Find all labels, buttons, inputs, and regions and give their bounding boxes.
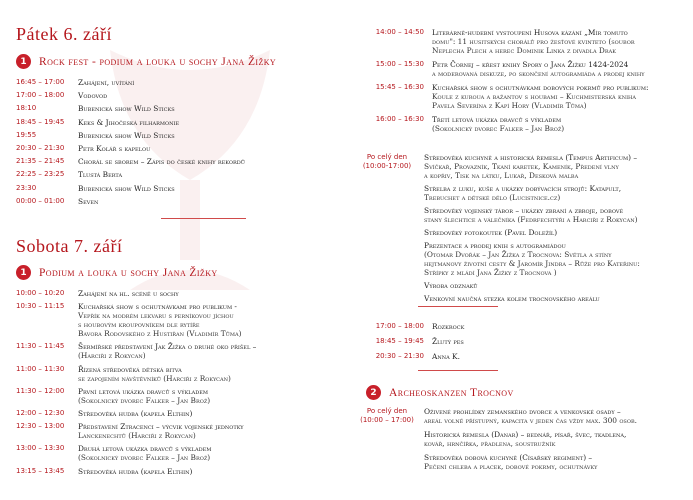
row-description xyxy=(78,104,338,113)
schedule-row xyxy=(16,144,338,153)
row-title: Keks & Jihočeská filharmonie xyxy=(78,117,180,127)
schedule-row xyxy=(360,352,693,361)
row-time xyxy=(360,153,424,180)
row-title: Literárně-hudební vystoupení Husova kázání „Mír tomuto xyxy=(432,28,628,37)
allday2-time-range: (10:00 – 17:00) xyxy=(360,416,414,424)
row-detail: Vepřík na modrém lekvaru s perníkovou jíchou xyxy=(78,311,234,321)
row-time: 18:45 – 19:45 xyxy=(16,117,65,126)
section-title: Podium a louka u sochy Jana Žižky xyxy=(39,266,218,279)
row-title: Středověký vojenský tábor – ukázky zbraní a zbroje, dobové xyxy=(424,206,624,215)
row-description xyxy=(432,60,693,78)
row-detail: Pečení chleba a placek, dobové pokrmy, ochutnávky xyxy=(424,462,598,471)
row-time xyxy=(360,407,424,425)
day-title-friday: Pátek 6. září xyxy=(16,24,112,44)
row-description xyxy=(78,444,338,462)
schedule-row xyxy=(360,28,693,55)
row-title: Druhá letová ukázka dravců s výkladem xyxy=(78,444,212,454)
row-description xyxy=(424,228,686,237)
row-time: 10:00 – 10:20 xyxy=(16,289,65,297)
row-title: Třetí letová ukázka dravců s výkladem xyxy=(432,115,562,124)
row-time: 11:30 – 11:45 xyxy=(16,342,65,351)
allday-time-range: (10:00-17:00) xyxy=(362,162,412,170)
row-time: 17:00 – 18:00 xyxy=(16,91,65,100)
row-description xyxy=(424,206,686,224)
schedule-row xyxy=(360,206,686,224)
divider xyxy=(161,218,246,219)
row-description xyxy=(432,337,693,346)
row-time: 23:30 xyxy=(16,183,37,192)
row-description xyxy=(78,365,338,383)
row-detail: (Sokolnický dvorec Falker – Jan Brož) xyxy=(78,453,211,463)
schedule-row xyxy=(360,241,686,277)
row-description xyxy=(78,409,338,418)
schedule-row xyxy=(360,83,693,110)
schedule-row xyxy=(360,430,686,448)
schedule-row xyxy=(16,467,338,476)
row-description xyxy=(432,322,693,331)
row-description xyxy=(424,294,686,303)
schedule-row xyxy=(16,365,338,383)
schedule-row xyxy=(360,453,686,471)
schedule-row xyxy=(360,294,686,303)
row-detail: Bavora Rodovského z Hustiřan (Vladimír Tůma) xyxy=(78,329,242,339)
row-detail: s houbovým kroupovníkem dle rytíře xyxy=(78,320,200,330)
schedule-row xyxy=(360,60,693,78)
schedule-row xyxy=(360,153,686,180)
row-title: Vodovod xyxy=(78,91,108,101)
row-time: 20:30 – 21:30 xyxy=(16,144,65,152)
row-time: 15:00 – 15:30 xyxy=(375,60,424,68)
row-time: 16:45 – 17:00 xyxy=(16,78,65,86)
row-title: Zahájení na hl. scéně u sochy xyxy=(78,289,179,298)
row-title: První letová ukázka dravců s výkladem xyxy=(78,386,209,396)
row-title: Seven xyxy=(78,196,99,206)
row-title: Rozkrock xyxy=(432,322,465,331)
schedule-row xyxy=(16,444,338,462)
row-title: Bubenická show Wild Sticks xyxy=(78,104,175,114)
row-description xyxy=(78,131,338,140)
schedule-row xyxy=(16,184,338,193)
row-title: Kuchařská show s ochutnávkami pro publikum - xyxy=(78,302,237,312)
row-detail: (Sokolnický dvorec Falker – Jan Brož) xyxy=(78,395,211,405)
row-time: 00:00 – 01:00 xyxy=(16,196,65,205)
row-time: 17:00 – 18:00 xyxy=(375,322,424,330)
row-description xyxy=(78,197,338,206)
row-title: Představení Ztracenci – výcvik vojenské jednotky xyxy=(78,422,244,432)
row-title: Středověká hudba (kapela Elthin) xyxy=(78,409,193,418)
row-description xyxy=(78,302,338,338)
schedule-row xyxy=(16,409,338,418)
row-description xyxy=(78,422,338,440)
schedule-row xyxy=(16,131,338,140)
divider xyxy=(418,370,498,371)
row-description xyxy=(78,184,338,193)
row-description xyxy=(78,342,338,360)
row-title: Zahájení, uvítání xyxy=(78,78,135,87)
schedule-row xyxy=(16,289,338,298)
schedule-row xyxy=(360,407,686,425)
row-description xyxy=(78,118,338,127)
row-detail: Lanckenechtů (Harciři z Rokycan) xyxy=(78,431,196,441)
row-description xyxy=(424,153,686,180)
row-time: 19:55 xyxy=(16,130,37,139)
section-title: Rock fest - podium a louka u sochy Jana Žižky xyxy=(39,55,277,68)
row-time: 15:45 – 16:30 xyxy=(375,83,424,91)
row-description xyxy=(78,157,338,166)
row-title: Bubenická show Wild Sticks xyxy=(78,183,175,193)
row-detail: Neplecha Plech a herec Dominik Linka z divadla Drak xyxy=(432,46,616,55)
row-time xyxy=(360,241,424,277)
row-description xyxy=(432,352,693,361)
row-description xyxy=(78,467,338,476)
row-detail: hejtmanovy životní cesty & Jaromír Jindra – Růže pro Kateřinu: xyxy=(424,259,640,268)
chalice-watermark-icon xyxy=(70,30,310,330)
row-title: Tlustá Berta xyxy=(78,170,123,180)
row-detail: a kopřiv, Tisk na látku, Lukař, Desková malba xyxy=(424,171,579,180)
row-time: 12:30 – 13:00 xyxy=(16,422,65,431)
schedule-row xyxy=(16,78,338,87)
schedule-row xyxy=(360,228,686,237)
row-title: Střelba z luku, kuše a ukázky dobývacích strojů: Katapult, xyxy=(424,184,622,193)
row-time: 12:00 – 12:30 xyxy=(16,409,65,417)
schedule-row xyxy=(360,115,693,133)
schedule-row xyxy=(16,422,338,440)
row-description xyxy=(424,184,686,202)
row-time xyxy=(360,294,424,303)
row-title: Prezentace a prodej knih s autogramiádou xyxy=(424,241,566,250)
row-title: Středověká kuchyně a historická řemesla (Tempus Artificum) – xyxy=(424,153,638,162)
row-time: 18:10 xyxy=(16,104,37,113)
row-title: Výroba odznaků xyxy=(424,281,478,290)
row-title: Kuchařská show s ochutnávkami dobových pokrmů pro publikum: xyxy=(432,83,649,92)
row-time: 13:00 – 13:30 xyxy=(16,444,65,453)
row-time xyxy=(360,453,424,471)
section-podium xyxy=(16,265,218,280)
row-detail: stany šlechtice a válečníka (Fedrfechtýři a Harciři z Rokycan) xyxy=(424,215,638,224)
row-description xyxy=(78,289,338,298)
schedule-row xyxy=(16,342,338,360)
row-title: Středověký fotokoutek (Pavel Doležíl) xyxy=(424,228,558,237)
row-title: Řízená středověká dětská bitva xyxy=(78,364,182,374)
row-title: Oživené prohlídky zemanského dvorce a venkovské osady – xyxy=(424,407,621,416)
schedule-row xyxy=(16,118,338,127)
section-title: Archeoskanzen Trocnov xyxy=(389,386,514,399)
row-time: 11:00 – 11:30 xyxy=(16,364,65,373)
row-title: Středověká hudba (kapela Elthin) xyxy=(78,466,193,476)
row-detail: (Sokolnický dvorec Falker – Jan Brož) xyxy=(432,124,565,133)
row-title: Chorál se sborem – Zápis do české knihy rekordů xyxy=(78,157,245,167)
row-detail: se zapojením návštěvníků (Harciři z Rokycan) xyxy=(78,373,231,383)
row-detail: Střípky z mládí Jana Žižky z Trocnova ) xyxy=(424,268,557,277)
section-number: 2 xyxy=(366,385,381,400)
section-rock-fest xyxy=(16,54,276,69)
row-description xyxy=(432,115,693,133)
allday2-time: Po celý den xyxy=(366,407,408,415)
row-description xyxy=(424,453,686,471)
row-title: Anna K. xyxy=(432,352,460,361)
row-time: 22:25 – 23:25 xyxy=(16,170,65,179)
row-detail: Svíčkař, Provazník, Tkaní karetek, Kameník, Předení vlny xyxy=(424,162,619,171)
row-description xyxy=(424,407,686,425)
row-time: 21:35 – 21:45 xyxy=(16,157,65,166)
row-title: Historická řemesla (Danar) – bednář, písař, švec, tkadlena, xyxy=(424,430,627,439)
row-detail: areál volně přístupný, kapacita v jeden čas vždy max. 300 osob. xyxy=(424,416,637,425)
row-time: 10:30 – 11:15 xyxy=(16,302,65,311)
row-detail: Trebuchet a dětské dělo (Lucistnice.cz) xyxy=(424,193,561,202)
row-time xyxy=(360,206,424,224)
row-time: 11:30 – 12:00 xyxy=(16,386,65,395)
row-description xyxy=(424,241,686,277)
schedule-row xyxy=(360,337,693,346)
row-time xyxy=(360,228,424,237)
row-time xyxy=(360,430,424,448)
schedule-row xyxy=(16,157,338,166)
row-title: Žlutý pes xyxy=(432,337,464,346)
row-description xyxy=(78,170,338,179)
row-detail: kovář, hrnčířka, přadlena, soustružník xyxy=(424,439,556,448)
row-title: Středověká dobová kuchyně (Císařský regiment) – xyxy=(424,453,593,462)
row-time: 14:00 – 14:50 xyxy=(375,28,424,36)
schedule-row xyxy=(16,170,338,179)
row-description xyxy=(432,28,693,55)
row-detail: (Harciři z Rokycan) xyxy=(78,351,146,361)
row-time xyxy=(360,281,424,290)
divider xyxy=(418,306,498,307)
row-title: Venkovní naučná stezka kolem trocnovského areálu xyxy=(424,294,600,303)
row-title: Šermířské představení Jak Žižka o druhé oko přišel – xyxy=(78,342,257,352)
row-detail: (Otomar Dvořák – Jan Žižka z Trocnova: Světla a stíny xyxy=(424,250,612,259)
row-title: Petr Čornej – křest knihy Spory o Jana Žižku 1424-2024 xyxy=(432,60,629,69)
row-description xyxy=(424,281,686,290)
row-detail: Koule z kuroua a bažantov s houbami – Kuchmisterská kniha xyxy=(432,92,637,101)
row-detail: domu": 11 husitských chorálů pro žesťové kvinteto (soubor xyxy=(432,37,635,46)
schedule-row xyxy=(16,302,338,338)
row-description xyxy=(78,91,338,100)
row-title: Petr Kolář s kapelou xyxy=(78,144,151,153)
allday-time: Po celý den xyxy=(366,153,408,161)
section-number: 1 xyxy=(16,265,31,280)
schedule-row xyxy=(360,322,693,331)
day-title-saturday: Sobota 7. září xyxy=(16,236,123,256)
section-archeoskanzen xyxy=(366,385,514,400)
schedule-row xyxy=(16,197,338,206)
row-detail: Pavela Severína z Kapí Hory (Vladimír Tůma) xyxy=(432,101,587,110)
row-title: Bubenická show Wild Sticks xyxy=(78,130,175,140)
schedule-row xyxy=(360,281,686,290)
row-time: 13:15 – 13:45 xyxy=(16,466,65,475)
row-description xyxy=(78,144,338,153)
section-number: 1 xyxy=(16,54,31,69)
row-time: 18:45 – 19:45 xyxy=(375,337,424,345)
schedule-row xyxy=(360,184,686,202)
row-time xyxy=(360,184,424,202)
schedule-row xyxy=(16,91,338,100)
schedule-row xyxy=(16,387,338,405)
row-description xyxy=(424,430,686,448)
row-description xyxy=(432,83,693,110)
schedule-row xyxy=(16,104,338,113)
row-time: 20:30 – 21:30 xyxy=(375,352,424,360)
row-description xyxy=(78,78,338,87)
row-description xyxy=(78,387,338,405)
row-time: 16:00 – 16:30 xyxy=(375,115,424,123)
row-detail: a moderovaná diskuze, po skončení autogramiáda a prodej knihy xyxy=(432,69,645,78)
